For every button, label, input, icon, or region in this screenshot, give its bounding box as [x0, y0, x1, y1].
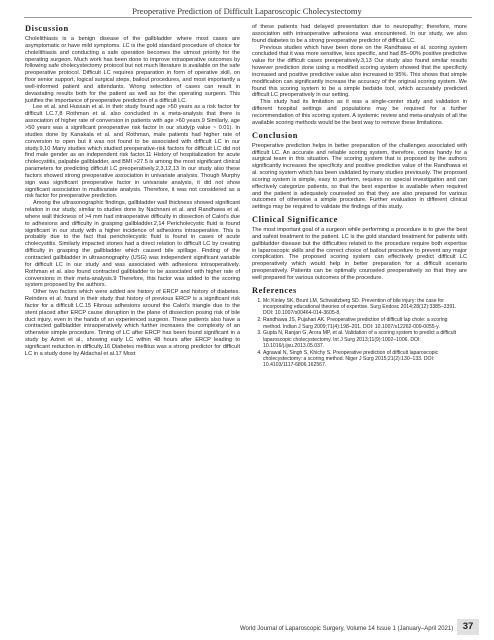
page-number: 37	[457, 619, 479, 635]
discussion-paragraph-1: Cholelithiasis is a benign disease of the gallbladder where most cases are asymptomatic or have mild symptoms. LC is the gold standard procedure of choice for cholelithiasis and conducting a safe operation becomes the utmost priority for the operating surgeon. Much work has been done to improve intraoperative outcomes by following safe cholecystectomy protocol but not much literature is available on the safe preoperative protocol. Difficult LC requires preparation in form of operative skill, on floor senior support, logical surgical steps, bailout procedures, and most importantly a well-informed patient and attendants. Wrong selection of cases can result in devastating results both for the patient as well as for the operating surgeon. This justifies the importance of preoperative prediction of a difficult LC.	[25, 36, 240, 104]
reference-item: 4. Agrawal N, Singh S, Khichy S. Preoperative prediction of difficult laparoscopic cholecystectomy: a scoring method. Niger J Surg 2015;21(2):130–133. DOI: 10.4103/1117-6806.162567.	[263, 350, 467, 369]
conclusion-text: Preoperative prediction helps in better preparation of the challenges associated with difficult LC. An accurate and reliable scoring system, therefore, comes handy for a surgical team in this situation. The scoring system that is proposed by the authors significantly increases the specificity and positive predictive value of the Randhawa et al. scoring system which has been validated by many studies previously. The proposed scoring system is simple, easy to perform, requires no special investigation and can effectively categorize patients, so that the best expertise is available when required and the patient is adequately counseled so that they are also prepared for various outcomes of otherwise a simple procedure. Further evaluation in different clinical settings may be required to validate the findings of this study.	[252, 142, 467, 211]
reference-item: 1. Mc Kinley SK, Brunt LM, Schwaitzberg SD. Prevention of bile injury: the case for incorporating educational theories of expertise. Surg Endosc 2014;28(12):3385–3391. DOI: 10.1007/s00464-014-3605-8.	[263, 298, 467, 317]
discussion-continued-3: This study had its limitation as it was a single-center study and validation in different hospital settings and populations may be required for a further recommendation of this scoring system. A systemic review and meta-analysis of all the available scoring methods would be the best way to remove these limitations.	[252, 99, 467, 126]
discussion-continued-1: of these patients had delayed presentation due to neuropathy; therefore, more association with intraoperative adhesions was encountered. In our study, we also found diabetes to be a strong preoperative predictor of difficult LC.	[252, 24, 467, 44]
discussion-paragraph-2: Lee et al. and Hussain et al. in their study found age >50 years as a risk factor for difficult LC.7,8 Rothman et al. also concluded in a meta-analysis that there is association of higher rate of conversion in patients with age >60 years.9 Similarly, age >50 years was a significant preoperative risk factor in our study(p value ~ 0.01). In studies done by Kanakala et al. and Rothman, male patients had higher rate of conversion to open but it was not found to be associated with difficult LC in our study.9,10 Many studies which studied preoperative-risk factors for difficult LC did not find male gender as an independent risk factor.11 History of hospitalization for acute cholecystitis, palpable gallbladder, and BMI >27.5 is among the most significant clinical parameters for predicting difficult LC preoperatively.2,3,12,13 In our study also these factors showed strong preoperative association in univariate analysis. Though Murphy sign was significant preoperative factor in univariate analysis, it did not show significant association in multivariate analysis. Therefore, it was not considered as a risk factor for preoperative prediction.	[25, 104, 240, 200]
left-column	[25, 24, 240, 358]
clinical-significance-heading: Clinical Significance	[252, 215, 338, 225]
right-column	[252, 24, 467, 369]
discussion-paragraph-3: Among the ultrasonographic findings, gallbladder wall thickness showed significant relation in our study, similar to studies done by Nachnani et al. and Randhawa et al. where wall thickness of >4 mm had intraoperative difficulty in dissection of Calot's due to adhesions and difficulty in grasping gallbladder.2,14 Pericholecystic fluid is found significant in our study with a higher incidence of adhesions intraoperative. This is probably due to the fact that pericholecystic fluid is found in cases of acute cholecystitis. Similarly impacted stones had a direct relation to difficult LC by creating difficulty in grasping the gallbladder which caused bile spillage. Finding of the contracted gallbladder in ultrasonography (USG) was independent significant variable for difficult LC in our study and was associated with adhesions intraoperatively. Rothman et al. also found contracted gallbladder to be associated with higher rate of conversions in their meta-analysis.9 Therefore, this factor was added to the scoring system proposed by the authors.	[25, 200, 240, 289]
reference-item: 2. Randhawa JS, Pujahari AK. Preoperative prediction of difficult lap chole: a scoring method. Indian J Surg 2009;71(4):198–201. DOI: 10.1007/s12262-009-0055-y.	[263, 317, 467, 330]
header-rule	[24, 17, 472, 18]
clinical-significance-text: The most important goal of a surgeon while performing a procedure is to give the best and safest treatment to the patient. LC is the gold standard treatment for patients with gallbladder disease but the difficulties related to the procedure require both expertise in laparoscopic skills and the correct choice of bailout procedure to prevent any major complication. The proposed scoring system can effectively predict difficult LC preoperatively which would help in better preparation for a difficult scenario preoperatively. Patients can be optimally counseled preoperatively so that they are well prepared for various outcomes of the procedure.	[252, 227, 467, 281]
reference-item: 3. Gupta N, Ranjan G, Arora MP, et al. Validation of a scoring system to predict a difficult laparoscopic cholecystectomy. Int J Surg 2013;11(9):1002–1006. DOI: 10.1016/j.ijsu.2013.05.037.	[263, 330, 467, 349]
journal-footer: World Journal of Laparoscopic Surgery, Volume 14 Issue 1 (January–April 2021)	[240, 626, 454, 632]
discussion-paragraph-4: Other two factors which were added are history of ERCP and history of diabetes. Reinders et al. found in their study that history of previous ERCP is a significant risk factor for a difficult LC.15 Fibrous adhesions around the Calot's triangle due to the stent placed after ERCP cause disruption in the plane of dissection posing risk of bile duct injury, even in the hands of an experienced surgeon. These patients also have a contracted gallbladder intraoperatively which further increases the complexity of an otherwise simple procedure. Timing of LC after ERCP has been found significant in a study by Aziret et al., showing early LC within 48 hours after ERCP leading to significant reduction in difficulty.16 Diabetes mellitus was a strong predictor for difficult LC in a study done by Aldachal et al.17 Most	[25, 289, 240, 357]
reference-list	[252, 298, 467, 369]
discussion-continued-2: Previous studies which have been done on the Randhawa et al. scoring system concluded that it was more sensitive, less specific, and had 85–90% positive predictive value for the difficult cases preoperatively.3,13 Our study also found similar results however prediction done using a modified scoring system showed that the specificity increased and positive predictive value also increased to 95%. This shows that simple modification can significantly increase the accuracy of the original scoring system. We found this scoring system to be a simple bedside tool, which accurately predicted difficult LC preoperatively in our setting.	[252, 44, 467, 99]
running-head: Preoperative Prediction of Difficult Laparoscopic Cholecystectomy	[132, 6, 362, 16]
conclusion-heading: Conclusion	[252, 130, 299, 140]
discussion-heading: Discussion	[25, 24, 69, 33]
references-heading: References	[252, 285, 297, 295]
